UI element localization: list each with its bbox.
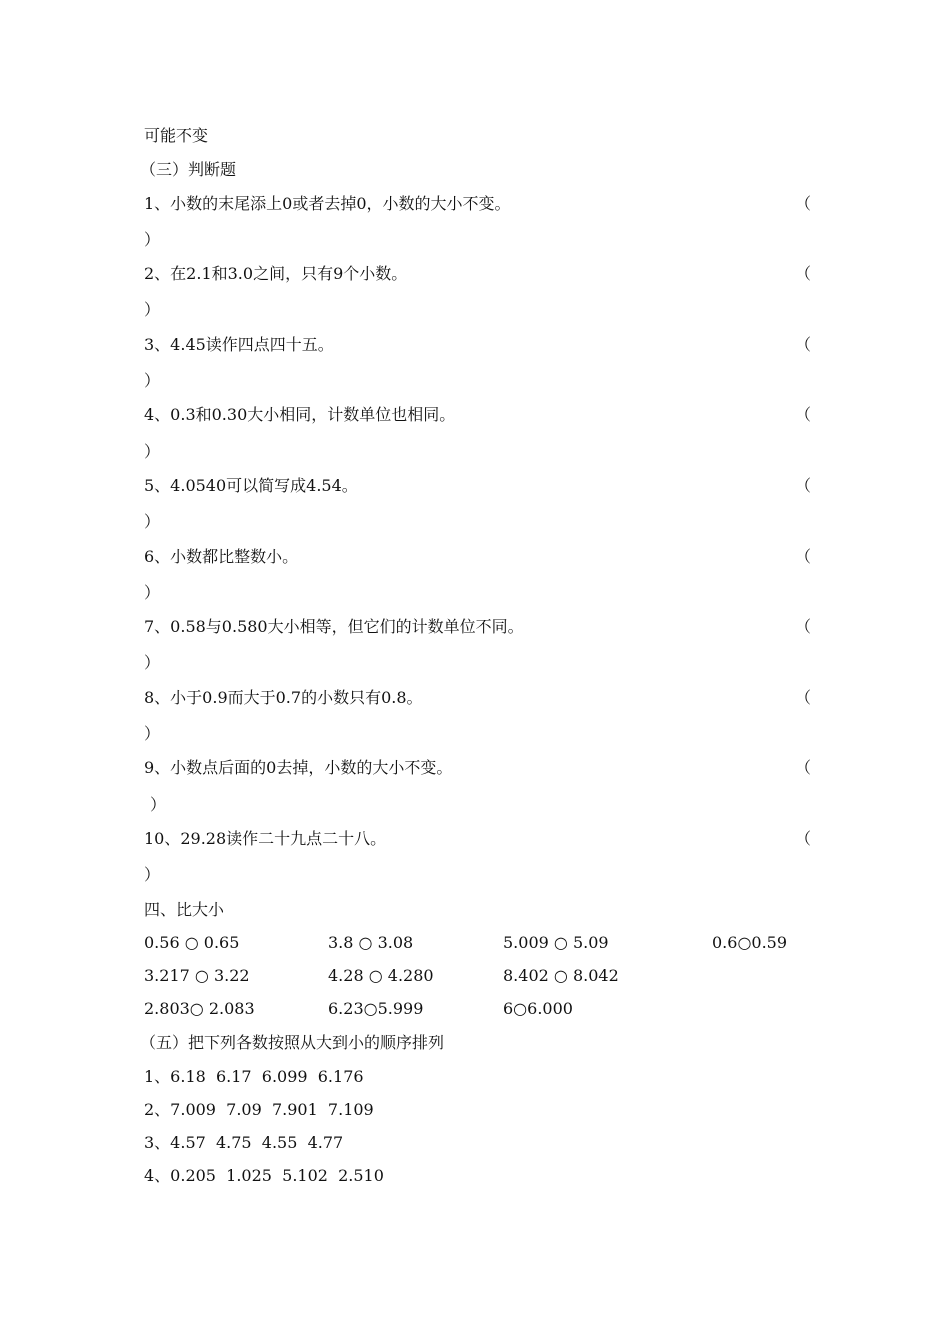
answer-paren-open: （ [795,829,812,848]
answer-paren-open: （ [795,264,812,283]
answer-paren-close: ） [144,230,161,249]
answer-paren-open: （ [795,617,812,636]
judgment-text: 2、在2.1和3.0之间，只有9个小数。 [144,264,408,283]
answer-paren-close: ） [144,442,161,461]
compare-item: 0.6○0.59 [712,933,788,952]
answer-paren-open: （ [795,335,812,354]
judgment-text: 4、0.3和0.30大小相同，计数单位也相同。 [144,405,456,424]
answer-paren-close: ） [144,300,161,319]
answer-paren-open: （ [795,405,812,424]
section4-heading: 四、比大小 [144,900,225,919]
answer-paren-open: （ [795,758,812,777]
answer-paren-close: ） [144,653,161,672]
answer-paren-close: ） [144,512,161,531]
judgment-text: 3、4.45读作四点四十五。 [144,335,334,354]
judgment-text: 6、小数都比整数小。 [144,547,299,566]
answer-paren-close: ） [144,583,161,602]
compare-item: 5.009 ○ 5.09 [503,933,609,952]
answer-paren-close: ） [144,865,161,884]
answer-paren-open: （ [795,194,812,213]
compare-item: 6○6.000 [503,999,573,1018]
order-item-4: 4、0.205 1.025 5.102 2.510 [144,1166,384,1185]
judgment-text: 10、29.28读作二十九点二十八。 [144,829,387,848]
compare-item: 3.217 ○ 3.22 [144,966,250,985]
answer-paren-close: ） [150,795,167,814]
compare-item: 3.8 ○ 3.08 [328,933,414,952]
compare-item: 4.28 ○ 4.280 [328,966,434,985]
answer-paren-open: （ [795,688,812,707]
judgment-text: 9、小数点后面的0去掉，小数的大小不变。 [144,758,453,777]
answer-paren-open: （ [795,476,812,495]
compare-item: 6.23○5.999 [328,999,424,1018]
answer-paren-open: （ [795,547,812,566]
answer-paren-close: ） [144,724,161,743]
order-item-3: 3、4.57 4.75 4.55 4.77 [144,1133,344,1152]
judgment-text: 7、0.58与0.580大小相等，但它们的计数单位不同。 [144,617,524,636]
compare-item: 0.56 ○ 0.65 [144,933,240,952]
order-item-2: 2、7.009 7.09 7.901 7.109 [144,1100,374,1119]
section3-heading: （三）判断题 [140,160,237,179]
section5-heading: （五）把下列各数按照从大到小的顺序排列 [140,1033,445,1052]
order-item-1: 1、6.18 6.17 6.099 6.176 [144,1067,364,1086]
compare-item: 8.402 ○ 8.042 [503,966,619,985]
judgment-text: 8、小于0.9而大于0.7的小数只有0.8。 [144,688,423,707]
judgment-text: 5、4.0540可以简写成4.54。 [144,476,358,495]
judgment-text: 1、小数的末尾添上0或者去掉0，小数的大小不变。 [144,194,511,213]
answer-paren-close: ） [144,371,161,390]
intro-line: 可能不变 [144,126,209,145]
compare-item: 2.803○ 2.083 [144,999,255,1018]
